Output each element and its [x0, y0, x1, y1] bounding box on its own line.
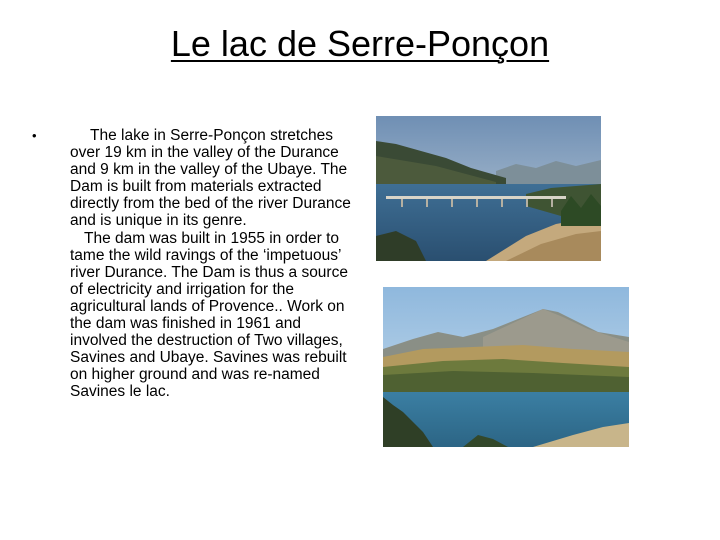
paragraph-2-text: The dam was built in 1955 in order to tame the wild ravings of the ‘impetuous’ river Durance. The Dam is thus a source of electricity and irrigation for the agricultural lands of Provence.. Work on the dam was finished in 1961 and involved the destruction of Two villages, Savines and Ubaye. Savines was rebuilt on higher ground and was re-named Savines le lac. — [70, 229, 348, 401]
paragraph-2 — [70, 230, 355, 401]
lake-mountain-image — [383, 287, 629, 447]
body-text — [70, 127, 355, 401]
lake-bridge-image — [376, 116, 601, 261]
bullet-marker: • — [32, 128, 37, 143]
lake-bridge-photo — [376, 116, 601, 261]
lake-mountain-photo — [383, 287, 629, 447]
paragraph-1 — [70, 127, 355, 230]
paragraph-1-text: The lake in Serre-Ponçon stretches over 19 km in the valley of the Durance and 9 km in the valley of the Ubaye. The Dam is built from materials extracted directly from the bed of the river Durance and is unique in its genre. — [70, 127, 351, 230]
slide-title: Le lac de Serre-Ponçon — [170, 23, 550, 64]
